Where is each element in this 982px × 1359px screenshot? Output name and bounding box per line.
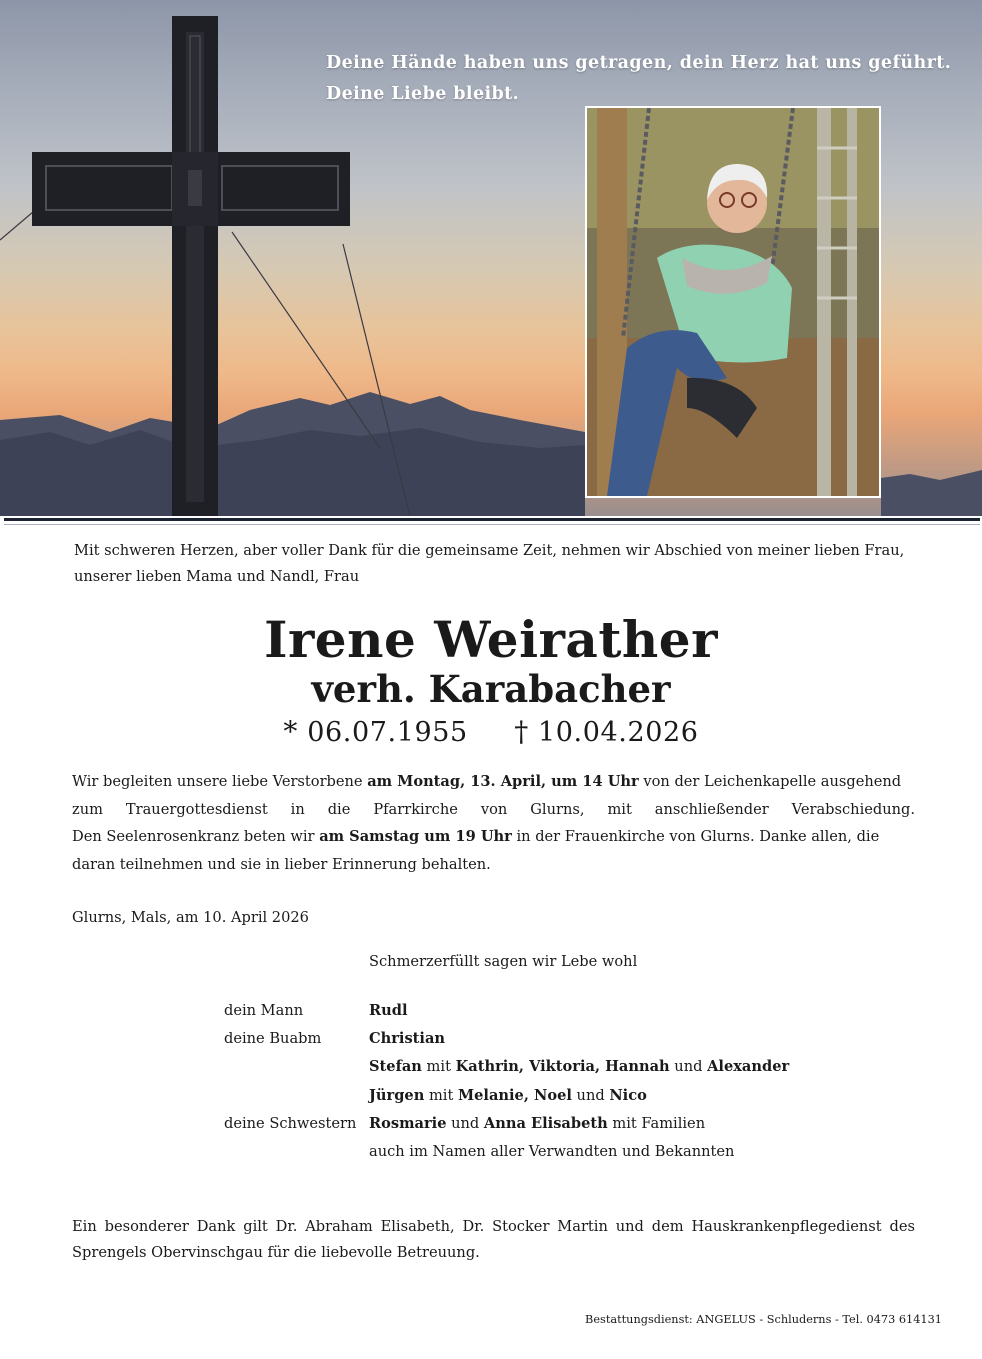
divider-line xyxy=(4,518,980,521)
list-item xyxy=(224,997,789,1025)
funeral-service-footer: Bestattungsdienst: ANGELUS - Schluderns - Tel. 0473 614131 xyxy=(585,1313,942,1326)
service-details xyxy=(72,768,915,878)
mourners-list xyxy=(224,997,789,1166)
quote-line-1: Deine Hände haben uns getragen, dein Herz hat uns geführt. xyxy=(326,53,952,73)
list-item xyxy=(224,1082,789,1110)
portrait-photo xyxy=(585,106,881,498)
death-symbol: † xyxy=(514,715,529,748)
relation-label: dein Mann xyxy=(224,1002,304,1019)
life-dates xyxy=(0,713,982,752)
place-and-date: Glurns, Mals, am 10. April 2026 xyxy=(72,909,309,926)
list-item xyxy=(224,1138,789,1166)
header-image xyxy=(0,0,982,516)
death-date: 10.04.2026 xyxy=(537,717,699,748)
service-line-3: Den Seelenrosenkranz beten wir am Samstag um 19 Uhr in der Frauenkirche von Glurns. Danke allen, die xyxy=(72,828,880,845)
farewell-line: Schmerzerfüllt sagen wir Lebe wohl xyxy=(369,953,638,970)
intro-text xyxy=(74,538,924,590)
relation-label: deine Buabm xyxy=(224,1030,322,1048)
thanks-line-2: Sprengels Obervinschgau für die liebevolle Betreuung. xyxy=(72,1244,480,1261)
birth-symbol: * xyxy=(283,715,299,748)
mourner-name: Rudl xyxy=(369,1002,408,1019)
list-item xyxy=(224,1025,789,1053)
birth-date: 06.07.1955 xyxy=(307,717,468,748)
deceased-name: Irene Weirather xyxy=(264,610,718,669)
mourner-name: Christian xyxy=(369,1030,446,1048)
list-item xyxy=(224,1110,789,1138)
service-line-4: daran teilnehmen und sie in lieber Erinnerung behalten. xyxy=(72,855,491,873)
acknowledgement xyxy=(72,1214,915,1266)
mourner-names: Jürgen mit Melanie, Noel und Nico xyxy=(369,1086,647,1104)
mourner-names: Rosmarie und Anna Elisabeth mit Familien xyxy=(369,1114,706,1132)
intro-line-2: unserer lieben Mama und Nandl, Frau xyxy=(74,568,360,585)
list-item xyxy=(224,1053,789,1081)
quote-line-2: Deine Liebe bleibt. xyxy=(326,84,520,104)
mourner-names: Stefan mit Kathrin, Viktoria, Hannah und Alexander xyxy=(369,1058,790,1076)
woman-on-swing-image xyxy=(587,108,879,496)
divider-line-thin xyxy=(4,524,980,525)
closing-note: auch im Namen aller Verwandten und Bekannten xyxy=(369,1142,735,1160)
thanks-line-1: Ein besonderer Dank gilt Dr. Abraham Elisabeth, Dr. Stocker Martin und dem Hauskrankenpflegedienst des xyxy=(72,1218,915,1235)
service-line-2: zum Trauergottesdienst in die Pfarrkirche von Glurns, mit anschließender Verabschiedung. xyxy=(72,800,915,818)
married-name: verh. Karabacher xyxy=(311,667,671,711)
service-line-1: Wir begleiten unsere liebe Verstorbene am Montag, 13. April, um 14 Uhr von der Leichenkapelle ausgehend xyxy=(72,773,902,790)
intro-line-1: Mit schweren Herzen, aber voller Dank für die gemeinsame Zeit, nehmen wir Abschied von meiner lieben Frau, xyxy=(74,542,905,559)
memorial-quote xyxy=(326,48,966,110)
relation-label: deine Schwestern xyxy=(224,1114,357,1132)
